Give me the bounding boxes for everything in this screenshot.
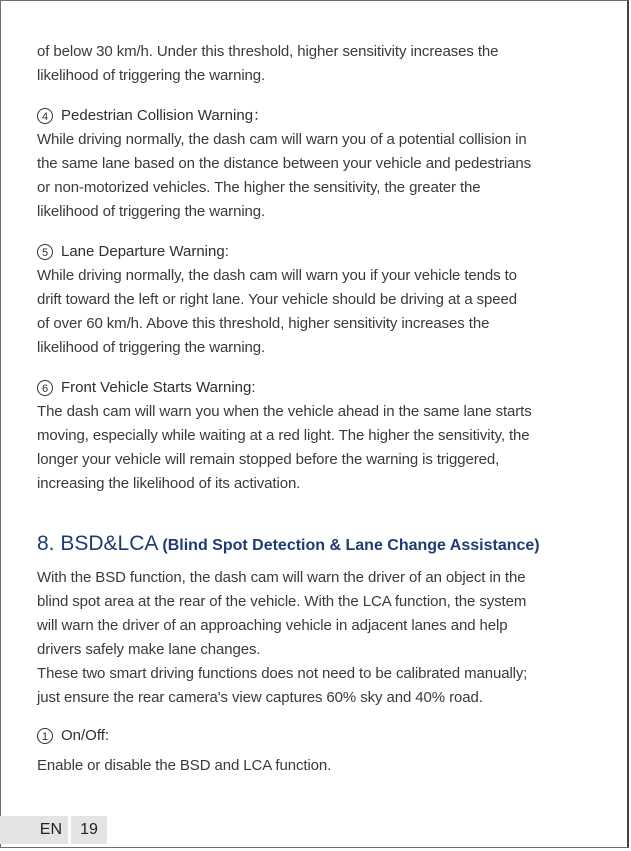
section-title <box>37 532 597 556</box>
page-footer <box>0 816 107 844</box>
item-6-title: Front Vehicle Starts Warning: <box>61 379 256 396</box>
item-4-heading <box>37 104 597 128</box>
item-4-line: likelihood of triggering the warning. <box>37 203 266 220</box>
item-4-title: Pedestrian Collision Warning： <box>61 107 269 124</box>
section-line: With the BSD function, the dash cam will warn the driver of an object in the <box>37 569 526 586</box>
section-line: These two smart driving functions does not need to be calibrated manually; <box>37 665 528 682</box>
onoff-heading <box>37 724 597 748</box>
item-5 <box>37 224 597 360</box>
item-6-line: longer your vehicle will remain stopped before the warning is triggered, <box>37 451 500 468</box>
item-5-line: of over 60 km/h. Above this threshold, higher sensitivity increases the <box>37 315 490 332</box>
item-6-line: The dash cam will warn you when the vehicle ahead in the same lane starts <box>37 403 532 420</box>
item-6-heading <box>37 376 597 400</box>
onoff-title: On/Off: <box>61 727 110 744</box>
circled-number-icon: 5 <box>37 244 53 260</box>
section-bsd-lca <box>37 532 597 778</box>
section-line: will warn the driver of an approaching vehicle in adjacent lanes and help <box>37 617 508 634</box>
onoff-text: Enable or disable the BSD and LCA function. <box>37 757 332 774</box>
section-line: drivers safely make lane changes. <box>37 641 261 658</box>
circled-number-icon: 1 <box>37 728 53 744</box>
item-5-heading <box>37 240 597 264</box>
circled-number-icon: 6 <box>37 380 53 396</box>
item-5-line: drift toward the left or right lane. Your vehicle should be driving at a speed <box>37 291 518 308</box>
item-6-line: increasing the likelihood of its activation. <box>37 475 301 492</box>
item-6 <box>37 360 597 496</box>
page-number: 19 <box>71 816 107 844</box>
section-line: blind spot area at the rear of the vehicle. With the LCA function, the system <box>37 593 527 610</box>
section-line: just ensure the rear camera's view captures 60% sky and 40% road. <box>37 689 483 706</box>
circled-number-icon: 4 <box>37 108 53 124</box>
item-4-line: or non-motorized vehicles. The higher the sensitivity, the greater the <box>37 179 481 196</box>
item-4-line: the same lane based on the distance between your vehicle and pedestrians <box>37 155 531 172</box>
item-4-line: While driving normally, the dash cam will warn you of a potential collision in <box>37 131 527 148</box>
item-5-line: likelihood of triggering the warning. <box>37 339 266 356</box>
section-subtitle: (Blind Spot Detection & Lane Change Assistance) <box>162 537 540 554</box>
section-number-title: 8. BSD&LCA <box>37 532 159 555</box>
item-5-line: While driving normally, the dash cam will warn you if your vehicle tends to <box>37 267 517 284</box>
item-4 <box>37 88 597 224</box>
item-6-line: moving, especially while waiting at a red light. The higher the sensitivity, the <box>37 427 530 444</box>
item-5-title: Lane Departure Warning: <box>61 243 229 260</box>
intro-text-line-1: of below 30 km/h. Under this threshold, higher sensitivity increases the <box>37 43 499 60</box>
footer-language: EN <box>0 816 68 844</box>
page-content <box>37 40 597 778</box>
intro-text-line-2: likelihood of triggering the warning. <box>37 67 266 84</box>
